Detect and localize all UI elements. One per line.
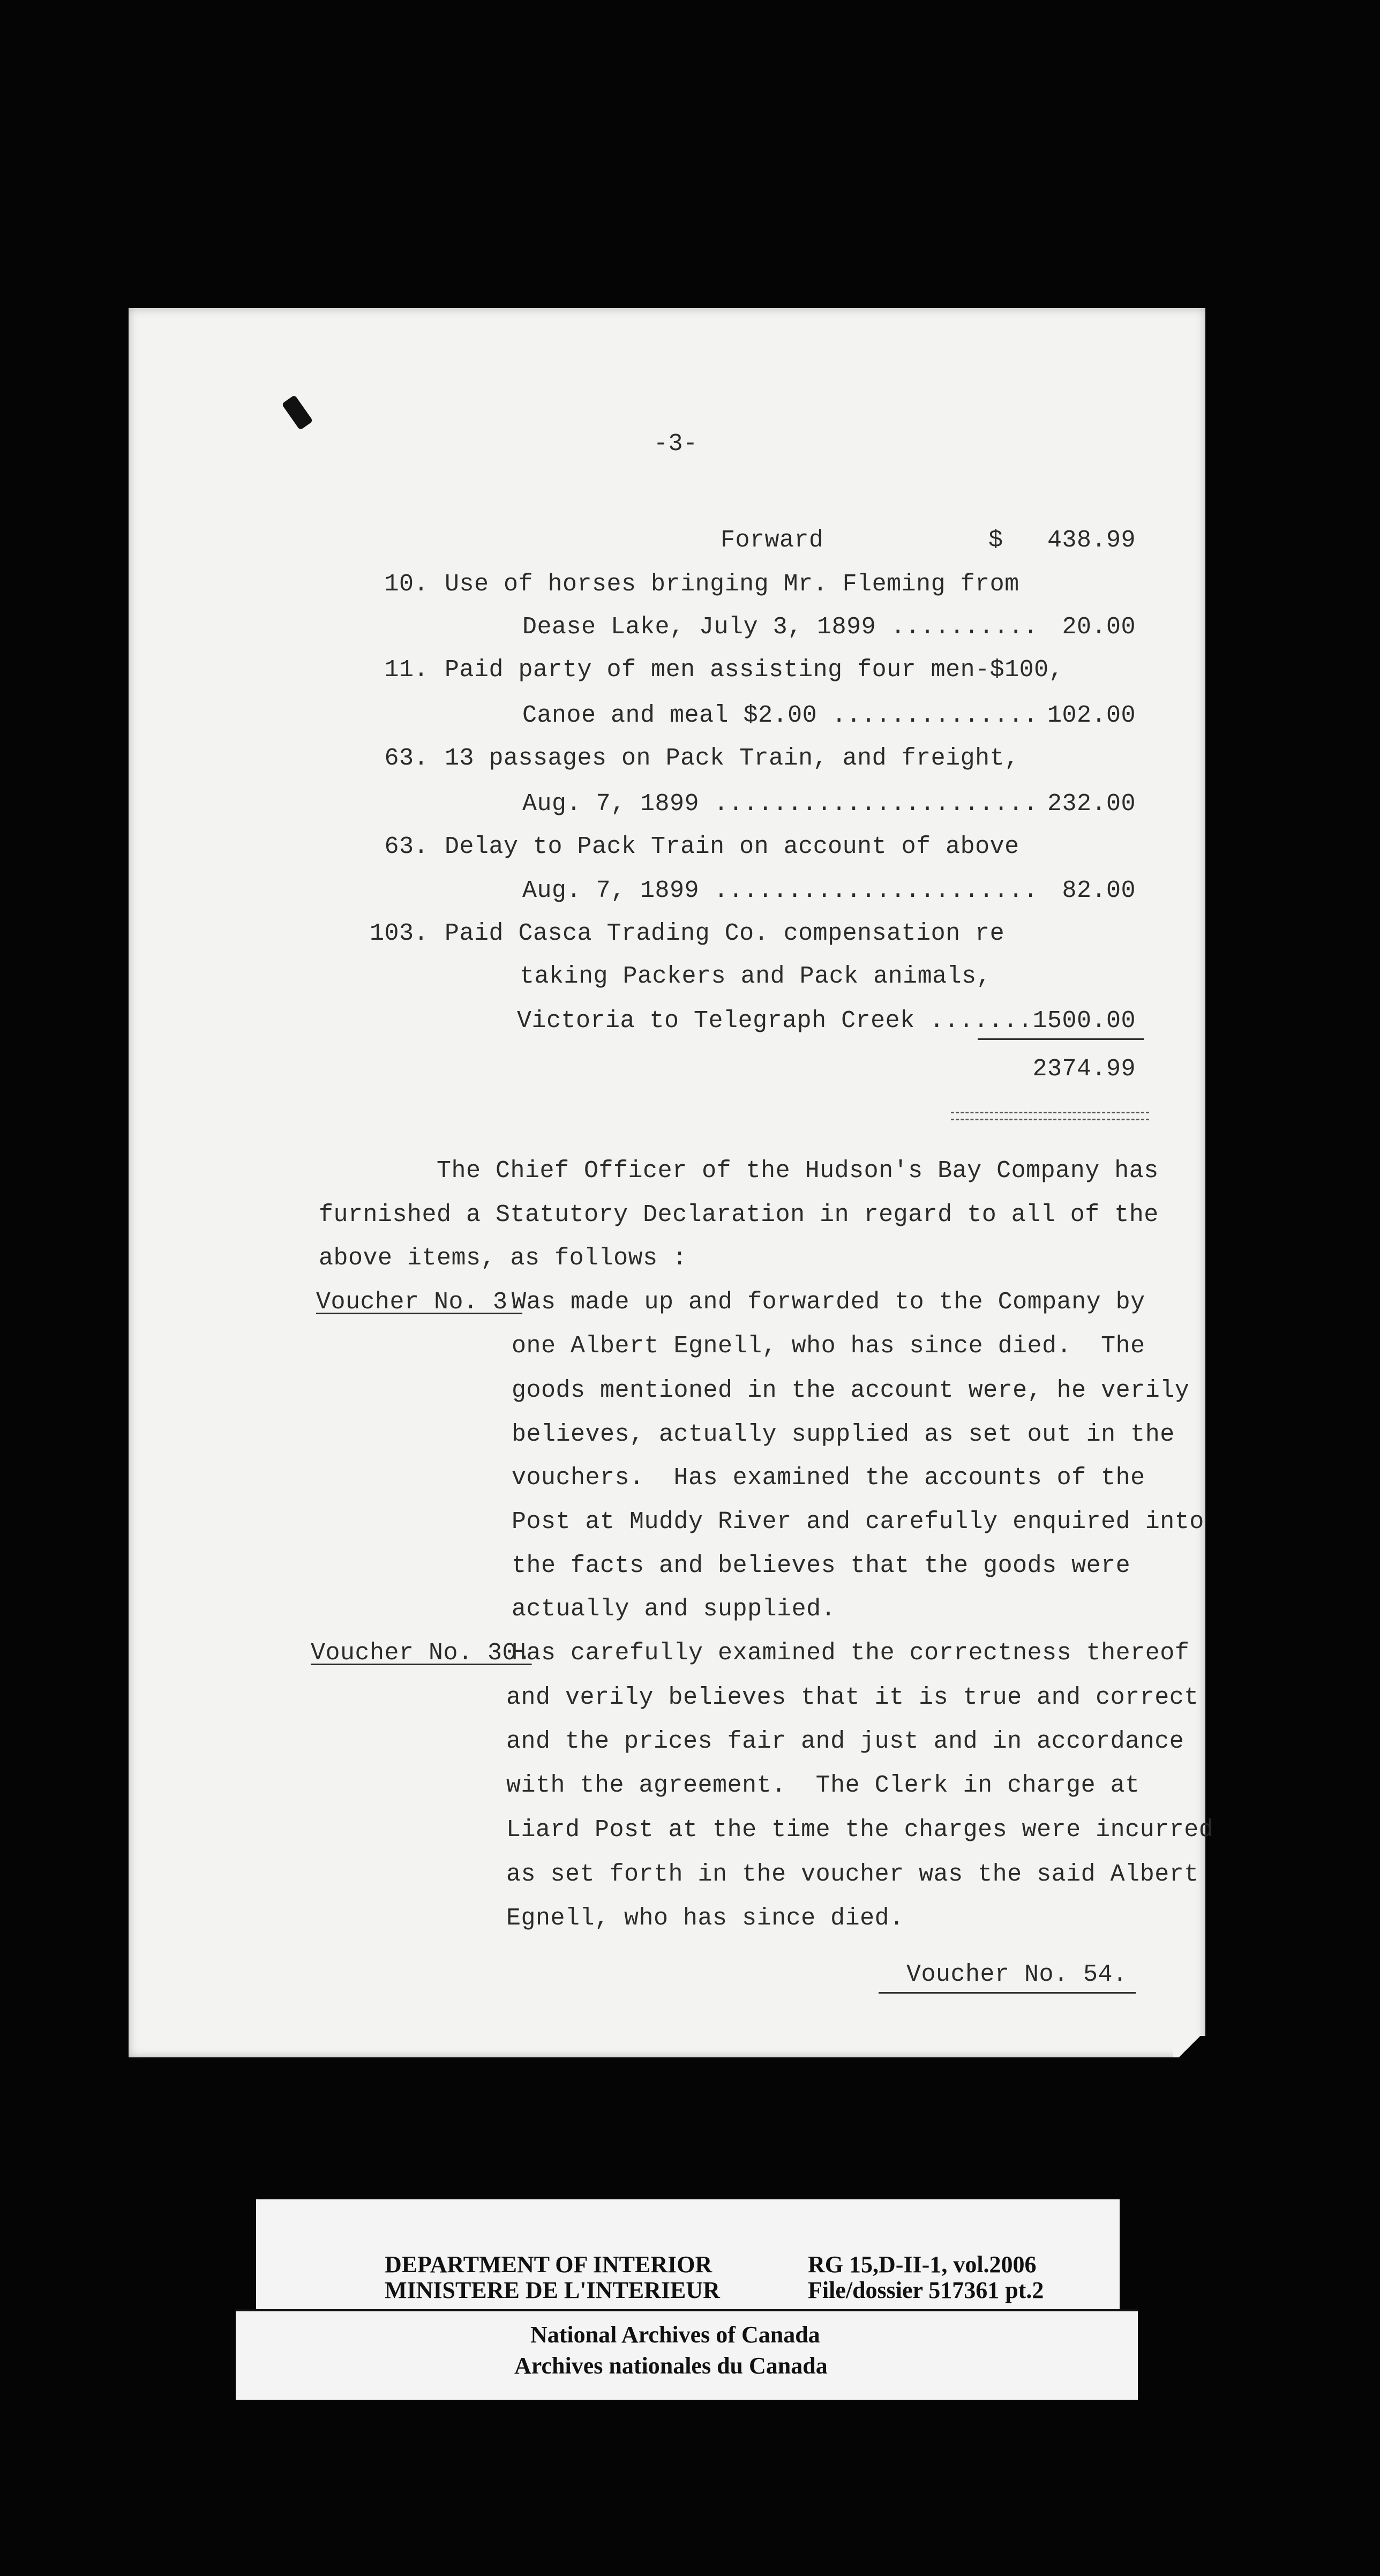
item-amount: 20.00: [1062, 613, 1136, 641]
archive-label-bottom: [236, 2309, 1138, 2400]
page-number: -3-: [654, 430, 698, 458]
item-line: 13 passages on Pack Train, and freight,: [445, 745, 1019, 772]
archives-en: National Archives of Canada: [530, 2322, 820, 2348]
document-page: [129, 308, 1214, 2057]
item-line: Paid Casca Trading Co. compensation re: [445, 920, 1005, 947]
forward-amount: 438.99: [1047, 527, 1136, 554]
intro-line: The Chief Officer of the Hudson's Bay Company has: [437, 1157, 1159, 1185]
archive-reference-rg: RG 15,D-II-1, vol.2006: [808, 2251, 1037, 2278]
voucher-3-line: believes, actually supplied as set out in the: [512, 1421, 1175, 1448]
dept-en: DEPARTMENT OF INTERIOR: [385, 2251, 712, 2278]
archive-label-top: [256, 2199, 1120, 2315]
next-page-reference: Voucher No. 54.: [906, 1961, 1128, 1988]
intro-line: above items, as follows :: [319, 1245, 687, 1272]
sum-rule: [978, 1038, 1144, 1040]
item-line: Use of horses bringing Mr. Fleming from: [445, 571, 1019, 598]
item-amount: 82.00: [1062, 877, 1136, 904]
voucher-30-line: Egnell, who has since died.: [506, 1905, 904, 1932]
voucher-30-label: Voucher No. 30.: [311, 1639, 532, 1667]
item-number: 63.: [384, 833, 429, 860]
voucher-3-line: the facts and believes that the goods were: [512, 1552, 1131, 1579]
item-line: Canoe and meal $2.00 ..............: [522, 702, 1038, 729]
next-page-rule: [879, 1992, 1136, 1994]
dept-fr: MINISTERE DE L'INTERIEUR: [385, 2277, 720, 2303]
punch-mark: [282, 395, 313, 430]
archive-reference-file: File/dossier 517361 pt.2: [808, 2277, 1044, 2303]
voucher-3-line: vouchers. Has examined the accounts of the: [512, 1464, 1145, 1492]
item-line: Aug. 7, 1899 ......................: [522, 877, 1038, 904]
voucher-30-line: with the agreement. The Clerk in charge at: [506, 1772, 1140, 1799]
item-number: 10.: [384, 571, 429, 598]
item-line: taking Packers and Pack animals,: [520, 963, 992, 990]
voucher-3-line: Post at Muddy River and carefully enquired into: [512, 1508, 1204, 1536]
item-amount: 232.00: [1047, 790, 1136, 818]
item-amount: 102.00: [1047, 702, 1136, 729]
voucher-30-line: Liard Post at the time the charges were incurred: [506, 1816, 1214, 1844]
item-amount: 1500.00: [1032, 1007, 1136, 1035]
voucher-3-line: one Albert Egnell, who has since died. The: [512, 1332, 1145, 1360]
item-number: 11.: [384, 656, 429, 684]
page-fold: [1173, 2036, 1205, 2057]
total-amount: 2374.99: [1032, 1055, 1136, 1083]
item-line: Aug. 7, 1899 ......................: [522, 790, 1038, 818]
forward-label: Forward: [721, 527, 824, 554]
total-double-rule: [951, 1112, 1149, 1120]
item-line: Paid party of men assisting four men-$100,: [445, 656, 1064, 684]
item-line: Delay to Pack Train on account of above: [445, 833, 1019, 860]
voucher-30-line: as set forth in the voucher was the said Albert: [506, 1861, 1199, 1888]
item-number: 103.: [369, 920, 429, 947]
voucher-30-line: Has carefully examined the correctness thereof: [512, 1639, 1190, 1667]
item-number: 63.: [384, 745, 429, 772]
voucher-3-line: Was made up and forwarded to the Company by: [512, 1289, 1145, 1316]
voucher-30-line: and verily believes that it is true and correct: [506, 1684, 1199, 1711]
voucher-30-line: and the prices fair and just and in accordance: [506, 1728, 1184, 1755]
voucher-3-label: Voucher No. 3.: [316, 1289, 523, 1316]
archives-fr: Archives nationales du Canada: [514, 2353, 828, 2379]
voucher-3-line: goods mentioned in the account were, he verily: [512, 1377, 1190, 1404]
voucher-3-line: actually and supplied.: [512, 1596, 836, 1623]
intro-line: furnished a Statutory Declaration in regard to all of the: [319, 1201, 1159, 1229]
forward-currency: $: [988, 527, 1003, 554]
item-line: Victoria to Telegraph Creek .......: [517, 1007, 1033, 1035]
item-line: Dease Lake, July 3, 1899 ..........: [522, 613, 1038, 641]
